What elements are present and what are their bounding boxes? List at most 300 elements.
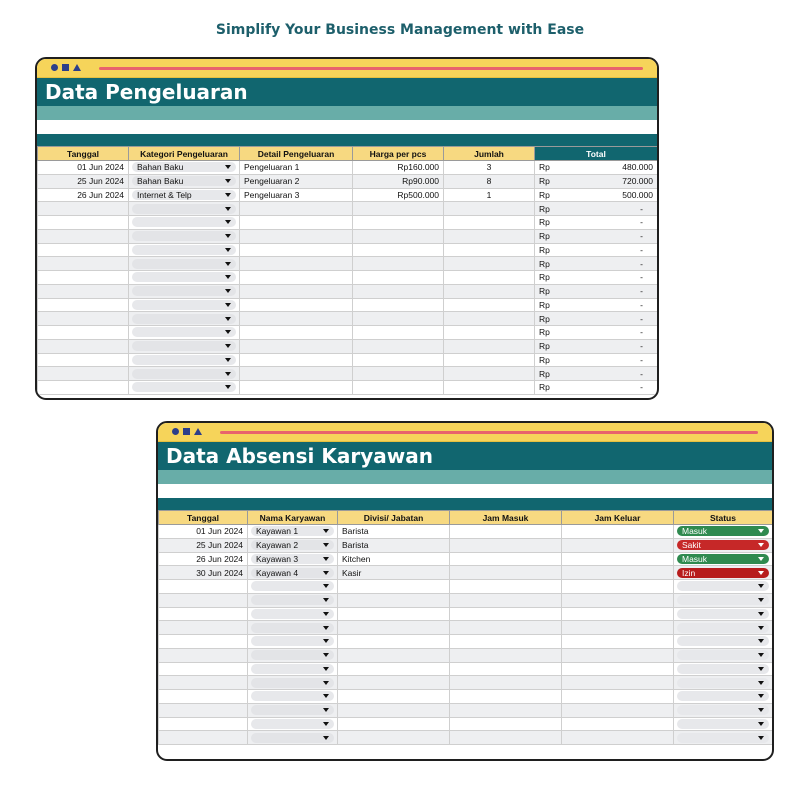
cell-divisi[interactable] — [338, 580, 450, 594]
status-dropdown[interactable] — [677, 705, 769, 715]
cell-status[interactable] — [674, 566, 773, 580]
cell-nama[interactable] — [248, 690, 338, 704]
cell-jam-masuk[interactable] — [450, 525, 562, 539]
cell-tanggal[interactable] — [38, 271, 129, 285]
chevron-down-icon — [225, 275, 231, 279]
cell-harga[interactable] — [353, 216, 444, 230]
kategori-dropdown[interactable] — [132, 341, 236, 351]
cell-tanggal[interactable] — [159, 731, 248, 745]
cell-tanggal[interactable] — [159, 621, 248, 635]
col-header-jam-keluar[interactable]: Jam Keluar — [562, 511, 674, 525]
cell-total[interactable] — [535, 381, 658, 395]
cell-jam-keluar[interactable] — [562, 621, 674, 635]
cell-jumlah[interactable] — [444, 271, 535, 285]
cell-nama[interactable] — [248, 538, 338, 552]
cell-jumlah[interactable] — [444, 284, 535, 298]
cell-tanggal[interactable] — [38, 367, 129, 381]
chevron-down-icon — [758, 681, 764, 685]
cell-jam-keluar[interactable] — [562, 593, 674, 607]
col-header-kategori[interactable]: Kategori Pengeluaran — [129, 147, 240, 161]
chevron-down-icon — [758, 612, 764, 616]
cell-kategori[interactable] — [129, 353, 240, 367]
cell-harga[interactable] — [353, 284, 444, 298]
banner-band — [158, 470, 772, 484]
total-amount: - — [640, 231, 643, 242]
cell-tanggal[interactable] — [38, 353, 129, 367]
cell-jam-keluar[interactable] — [562, 635, 674, 649]
cell-jam-masuk[interactable] — [450, 635, 562, 649]
currency-label: Rp — [539, 299, 550, 310]
cell-status[interactable] — [674, 703, 773, 717]
cell-tanggal[interactable] — [159, 703, 248, 717]
cell-jam-masuk[interactable] — [450, 607, 562, 621]
cell-nama[interactable] — [248, 580, 338, 594]
cell-harga[interactable] — [353, 257, 444, 271]
status-dropdown[interactable] — [677, 554, 769, 564]
cell-detail[interactable]: Pengeluaran 1 — [240, 161, 353, 175]
cell-harga[interactable] — [353, 312, 444, 326]
cell-nama[interactable] — [248, 648, 338, 662]
cell-divisi[interactable] — [338, 717, 450, 731]
cell-detail[interactable] — [240, 284, 353, 298]
kategori-dropdown[interactable] — [132, 245, 236, 255]
cell-kategori[interactable] — [129, 381, 240, 395]
cell-total[interactable] — [535, 174, 658, 188]
cell-nama[interactable] — [248, 717, 338, 731]
status-dropdown[interactable] — [677, 650, 769, 660]
cell-tanggal[interactable] — [38, 243, 129, 257]
table-row — [159, 676, 773, 690]
cell-total[interactable] — [535, 367, 658, 381]
cell-jam-keluar[interactable] — [562, 525, 674, 539]
cell-jumlah[interactable]: 3 — [444, 161, 535, 175]
cell-jumlah[interactable] — [444, 353, 535, 367]
cell-tanggal[interactable] — [38, 312, 129, 326]
cell-jam-keluar[interactable] — [562, 607, 674, 621]
currency-label: Rp — [539, 286, 550, 297]
chevron-down-icon — [323, 543, 329, 547]
currency-label: Rp — [539, 354, 550, 365]
cell-harga[interactable] — [353, 326, 444, 340]
cell-jumlah[interactable] — [444, 216, 535, 230]
cell-nama[interactable] — [248, 635, 338, 649]
cell-jam-keluar[interactable] — [562, 703, 674, 717]
status-dropdown[interactable] — [677, 691, 769, 701]
cell-jam-keluar[interactable] — [562, 676, 674, 690]
total-value — [539, 176, 653, 186]
cell-jam-keluar[interactable] — [562, 662, 674, 676]
cell-harga[interactable] — [353, 367, 444, 381]
total-amount: - — [640, 327, 643, 338]
cell-jam-masuk[interactable] — [450, 648, 562, 662]
kategori-dropdown[interactable] — [132, 382, 236, 392]
cell-detail[interactable] — [240, 216, 353, 230]
cell-jam-masuk[interactable] — [450, 580, 562, 594]
table-row — [159, 580, 773, 594]
chevron-down-icon — [758, 653, 764, 657]
karyawan-dropdown[interactable] — [251, 719, 334, 729]
cell-kategori[interactable] — [129, 229, 240, 243]
cell-harga[interactable]: Rp90.000 — [353, 174, 444, 188]
col-header-tanggal[interactable]: Tanggal — [159, 511, 248, 525]
cell-tanggal[interactable] — [159, 607, 248, 621]
status-dropdown[interactable] — [677, 636, 769, 646]
cell-jumlah[interactable] — [444, 243, 535, 257]
cell-status[interactable] — [674, 676, 773, 690]
cell-harga[interactable] — [353, 243, 444, 257]
cell-harga[interactable]: Rp500.000 — [353, 188, 444, 202]
currency-label: Rp — [539, 327, 550, 338]
cell-detail[interactable] — [240, 298, 353, 312]
karyawan-dropdown-value: Kayawan 1 — [256, 526, 299, 537]
table-row — [159, 538, 773, 552]
cell-detail[interactable] — [240, 202, 353, 216]
cell-total[interactable] — [535, 188, 658, 202]
cell-total[interactable] — [535, 243, 658, 257]
table-row — [38, 339, 658, 353]
cell-detail[interactable] — [240, 367, 353, 381]
col-header-status[interactable]: Status — [674, 511, 773, 525]
karyawan-dropdown[interactable] — [251, 540, 334, 550]
status-dropdown[interactable] — [677, 623, 769, 633]
cell-tanggal[interactable] — [38, 284, 129, 298]
chevron-down-icon — [323, 557, 329, 561]
total-value — [539, 355, 653, 365]
cell-detail[interactable] — [240, 271, 353, 285]
cell-status[interactable] — [674, 662, 773, 676]
cell-kategori[interactable] — [129, 174, 240, 188]
cell-kategori[interactable] — [129, 367, 240, 381]
cell-divisi[interactable]: Barista — [338, 538, 450, 552]
karyawan-dropdown[interactable] — [251, 678, 334, 688]
kategori-dropdown[interactable] — [132, 231, 236, 241]
cell-kategori[interactable] — [129, 284, 240, 298]
cell-harga[interactable] — [353, 271, 444, 285]
cell-kategori[interactable] — [129, 243, 240, 257]
cell-tanggal[interactable] — [159, 648, 248, 662]
cell-total[interactable] — [535, 271, 658, 285]
total-amount: - — [640, 217, 643, 228]
karyawan-dropdown[interactable] — [251, 609, 334, 619]
karyawan-dropdown[interactable] — [251, 705, 334, 715]
chevron-down-icon — [758, 598, 764, 602]
cell-tanggal[interactable]: 25 Jun 2024 — [159, 538, 248, 552]
cell-detail[interactable] — [240, 353, 353, 367]
kategori-dropdown[interactable] — [132, 162, 236, 172]
cell-jam-masuk[interactable] — [450, 676, 562, 690]
cell-tanggal[interactable] — [38, 381, 129, 395]
cell-jam-masuk[interactable] — [450, 717, 562, 731]
cell-kategori[interactable] — [129, 298, 240, 312]
total-value — [539, 217, 653, 227]
cell-divisi[interactable] — [338, 731, 450, 745]
cell-detail[interactable] — [240, 257, 353, 271]
cell-total[interactable] — [535, 284, 658, 298]
cell-jam-masuk[interactable] — [450, 690, 562, 704]
chevron-down-icon — [758, 529, 764, 533]
status-dropdown[interactable] — [677, 719, 769, 729]
cell-harga[interactable] — [353, 339, 444, 353]
cell-nama[interactable] — [248, 662, 338, 676]
cell-status[interactable] — [674, 607, 773, 621]
cell-tanggal[interactable] — [159, 662, 248, 676]
table-row — [159, 703, 773, 717]
cell-kategori[interactable] — [129, 161, 240, 175]
status-dropdown[interactable] — [677, 733, 769, 743]
cell-status[interactable] — [674, 731, 773, 745]
cell-nama[interactable] — [248, 552, 338, 566]
cell-divisi[interactable]: Barista — [338, 525, 450, 539]
cell-tanggal[interactable]: 26 Jun 2024 — [159, 552, 248, 566]
col-header-total[interactable]: Total — [535, 147, 658, 161]
karyawan-dropdown[interactable] — [251, 581, 334, 591]
karyawan-dropdown[interactable] — [251, 595, 334, 605]
karyawan-dropdown[interactable] — [251, 623, 334, 633]
cell-tanggal[interactable] — [159, 635, 248, 649]
total-value — [539, 190, 653, 200]
karyawan-dropdown[interactable] — [251, 554, 334, 564]
cell-jam-keluar[interactable] — [562, 717, 674, 731]
cell-jam-masuk[interactable] — [450, 731, 562, 745]
table-row — [38, 216, 658, 230]
table-row — [38, 174, 658, 188]
col-header-detail[interactable]: Detail Pengeluaran — [240, 147, 353, 161]
cell-total[interactable] — [535, 298, 658, 312]
total-value — [539, 245, 653, 255]
kategori-dropdown[interactable] — [132, 259, 236, 269]
cell-jumlah[interactable] — [444, 298, 535, 312]
kategori-dropdown[interactable] — [132, 286, 236, 296]
cell-nama[interactable] — [248, 566, 338, 580]
cell-jam-masuk[interactable] — [450, 566, 562, 580]
cell-jumlah[interactable] — [444, 367, 535, 381]
cell-divisi[interactable] — [338, 635, 450, 649]
karyawan-dropdown[interactable] — [251, 733, 334, 743]
cell-harga[interactable] — [353, 381, 444, 395]
kategori-dropdown[interactable] — [132, 272, 236, 282]
cell-jumlah[interactable] — [444, 229, 535, 243]
cell-nama[interactable] — [248, 731, 338, 745]
cell-jam-keluar[interactable] — [562, 648, 674, 662]
cell-tanggal[interactable]: 26 Jun 2024 — [38, 188, 129, 202]
cell-jam-masuk[interactable] — [450, 552, 562, 566]
cell-harga[interactable] — [353, 229, 444, 243]
cell-status[interactable] — [674, 552, 773, 566]
cell-tanggal[interactable] — [38, 202, 129, 216]
status-dropdown[interactable] — [677, 595, 769, 605]
status-dropdown[interactable] — [677, 609, 769, 619]
cell-jam-keluar[interactable] — [562, 566, 674, 580]
cell-divisi[interactable]: Kitchen — [338, 552, 450, 566]
cell-divisi[interactable] — [338, 676, 450, 690]
cell-jumlah[interactable]: 8 — [444, 174, 535, 188]
cell-divisi[interactable] — [338, 607, 450, 621]
cell-jam-masuk[interactable] — [450, 662, 562, 676]
cell-kategori[interactable] — [129, 339, 240, 353]
cell-jumlah[interactable] — [444, 339, 535, 353]
cell-total[interactable] — [535, 339, 658, 353]
cell-jam-keluar[interactable] — [562, 538, 674, 552]
cell-detail[interactable] — [240, 381, 353, 395]
cell-harga[interactable] — [353, 353, 444, 367]
status-dropdown[interactable] — [677, 526, 769, 536]
cell-tanggal[interactable]: 30 Jun 2024 — [159, 566, 248, 580]
cell-nama[interactable] — [248, 593, 338, 607]
cell-total[interactable] — [535, 229, 658, 243]
col-header-nama[interactable]: Nama Karyawan — [248, 511, 338, 525]
cell-tanggal[interactable] — [38, 298, 129, 312]
cell-tanggal[interactable] — [38, 216, 129, 230]
col-header-jumlah[interactable]: Jumlah — [444, 147, 535, 161]
cell-tanggal[interactable] — [159, 580, 248, 594]
cell-kategori[interactable] — [129, 216, 240, 230]
karyawan-dropdown[interactable] — [251, 650, 334, 660]
cell-tanggal[interactable] — [159, 717, 248, 731]
cell-jumlah[interactable]: 1 — [444, 188, 535, 202]
cell-divisi[interactable] — [338, 703, 450, 717]
cell-total[interactable] — [535, 161, 658, 175]
cell-kategori[interactable] — [129, 271, 240, 285]
cell-total[interactable] — [535, 216, 658, 230]
kategori-dropdown[interactable] — [132, 327, 236, 337]
cell-status[interactable] — [674, 690, 773, 704]
cell-jam-masuk[interactable] — [450, 593, 562, 607]
triangle-icon — [194, 428, 202, 435]
cell-tanggal[interactable] — [159, 690, 248, 704]
cell-jam-keluar[interactable] — [562, 552, 674, 566]
cell-nama[interactable] — [248, 621, 338, 635]
square-icon — [183, 428, 190, 435]
kategori-dropdown[interactable] — [132, 369, 236, 379]
karyawan-dropdown[interactable] — [251, 568, 334, 578]
karyawan-dropdown-value: Kayawan 3 — [256, 553, 299, 564]
cell-harga[interactable] — [353, 298, 444, 312]
cell-status[interactable] — [674, 648, 773, 662]
cell-status[interactable] — [674, 717, 773, 731]
karyawan-dropdown[interactable] — [251, 636, 334, 646]
cell-total[interactable] — [535, 312, 658, 326]
cell-status[interactable] — [674, 580, 773, 594]
cell-kategori[interactable] — [129, 202, 240, 216]
status-dropdown[interactable] — [677, 540, 769, 550]
cell-tanggal[interactable] — [159, 676, 248, 690]
cell-status[interactable] — [674, 525, 773, 539]
cell-divisi[interactable] — [338, 621, 450, 635]
cell-jam-keluar[interactable] — [562, 690, 674, 704]
cell-tanggal[interactable] — [38, 326, 129, 340]
kategori-dropdown[interactable] — [132, 314, 236, 324]
cell-jumlah[interactable] — [444, 326, 535, 340]
cell-jumlah[interactable] — [444, 202, 535, 216]
cell-detail[interactable]: Pengeluaran 2 — [240, 174, 353, 188]
kategori-dropdown[interactable] — [132, 176, 236, 186]
cell-status[interactable] — [674, 621, 773, 635]
table-row — [38, 229, 658, 243]
cell-tanggal[interactable] — [38, 229, 129, 243]
cell-nama[interactable] — [248, 607, 338, 621]
cell-status[interactable] — [674, 538, 773, 552]
cell-detail[interactable] — [240, 312, 353, 326]
cell-detail[interactable] — [240, 243, 353, 257]
cell-total[interactable] — [535, 257, 658, 271]
cell-divisi[interactable] — [338, 662, 450, 676]
total-value — [539, 204, 653, 214]
cell-divisi[interactable] — [338, 690, 450, 704]
total-value — [539, 314, 653, 324]
cell-status[interactable] — [674, 635, 773, 649]
cell-jam-keluar[interactable] — [562, 731, 674, 745]
cell-detail[interactable] — [240, 326, 353, 340]
cell-jam-keluar[interactable] — [562, 580, 674, 594]
cell-harga[interactable] — [353, 202, 444, 216]
currency-label: Rp — [539, 217, 550, 228]
cell-tanggal[interactable] — [159, 593, 248, 607]
cell-total[interactable] — [535, 202, 658, 216]
cell-total[interactable] — [535, 326, 658, 340]
cell-jam-masuk[interactable] — [450, 703, 562, 717]
cell-jumlah[interactable] — [444, 381, 535, 395]
kategori-dropdown[interactable] — [132, 355, 236, 365]
karyawan-dropdown[interactable] — [251, 526, 334, 536]
cell-detail[interactable] — [240, 229, 353, 243]
cell-nama[interactable] — [248, 525, 338, 539]
kategori-dropdown[interactable] — [132, 190, 236, 200]
cell-total[interactable] — [535, 353, 658, 367]
cell-divisi[interactable]: Kasir — [338, 566, 450, 580]
cell-nama[interactable] — [248, 703, 338, 717]
status-dropdown[interactable] — [677, 664, 769, 674]
cell-nama[interactable] — [248, 676, 338, 690]
cell-kategori[interactable] — [129, 312, 240, 326]
col-header-divisi[interactable]: Divisi/ Jabatan — [338, 511, 450, 525]
cell-jumlah[interactable] — [444, 312, 535, 326]
chevron-down-icon — [758, 694, 764, 698]
cell-jam-masuk[interactable] — [450, 538, 562, 552]
chevron-down-icon — [225, 317, 231, 321]
cell-tanggal[interactable]: 01 Jun 2024 — [159, 525, 248, 539]
kategori-dropdown[interactable] — [132, 217, 236, 227]
kategori-dropdown[interactable] — [132, 204, 236, 214]
cell-jam-masuk[interactable] — [450, 621, 562, 635]
status-dropdown[interactable] — [677, 581, 769, 591]
col-header-tanggal[interactable]: Tanggal — [38, 147, 129, 161]
cell-divisi[interactable] — [338, 593, 450, 607]
cell-status[interactable] — [674, 593, 773, 607]
cell-kategori[interactable] — [129, 326, 240, 340]
cell-jumlah[interactable] — [444, 257, 535, 271]
cell-harga[interactable]: Rp160.000 — [353, 161, 444, 175]
cell-tanggal[interactable] — [38, 339, 129, 353]
status-dropdown[interactable] — [677, 568, 769, 578]
cell-kategori[interactable] — [129, 257, 240, 271]
col-header-harga[interactable]: Harga per pcs — [353, 147, 444, 161]
status-dropdown[interactable] — [677, 678, 769, 688]
cell-tanggal[interactable]: 25 Jun 2024 — [38, 174, 129, 188]
cell-divisi[interactable] — [338, 648, 450, 662]
cell-tanggal[interactable] — [38, 257, 129, 271]
col-header-jam-masuk[interactable]: Jam Masuk — [450, 511, 562, 525]
total-amount: - — [640, 299, 643, 310]
karyawan-dropdown[interactable] — [251, 664, 334, 674]
cell-tanggal[interactable]: 01 Jun 2024 — [38, 161, 129, 175]
kategori-dropdown[interactable] — [132, 300, 236, 310]
table-row — [159, 566, 773, 580]
karyawan-dropdown[interactable] — [251, 691, 334, 701]
cell-detail[interactable]: Pengeluaran 3 — [240, 188, 353, 202]
cell-kategori[interactable] — [129, 188, 240, 202]
cell-detail[interactable] — [240, 339, 353, 353]
sheet-banner — [158, 442, 772, 470]
